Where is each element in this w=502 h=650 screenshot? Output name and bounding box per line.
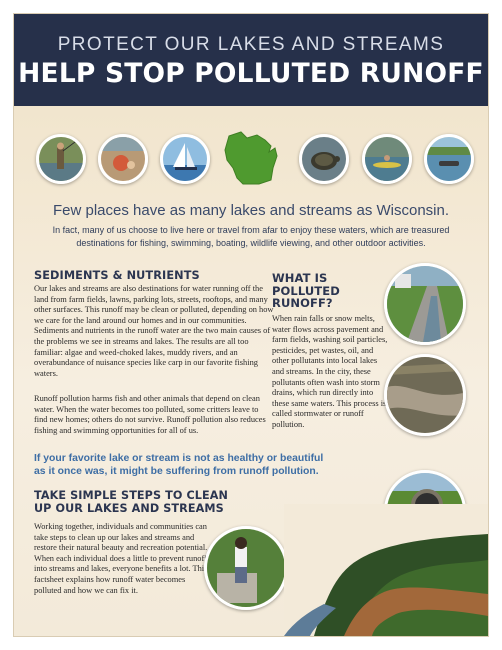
intro-body: In fact, many of us choose to live here or travel from afar to enjoy these waters, which are treasured destinations for fishing, swimming, boating, wildlife viewing, and other outdoor activities. bbox=[52, 225, 450, 248]
photo-kayaker bbox=[362, 134, 412, 184]
steps-heading: TAKE SIMPLE STEPS TO CLEAN UP OUR LAKES AND STREAMS bbox=[34, 489, 228, 515]
photo-street-runoff bbox=[384, 263, 466, 345]
sediments-para-1: Our lakes and streams are also destinations for water running off the land from farm fields, lawns, parking lots, streets, rooftops, and many other surfaces. This runoff may be clean or polluted, depending on how we care for the land around our homes and in our communities. Sediments and nutrients in the runoff water are the two main causes of the problems we see in streams and lakes. The results are all too familiar: algae and weed-choked lakes, muddy rivers, and an overabundance of nuisance species like carp in our favorite fishing waters. bbox=[34, 284, 274, 378]
runoff-heading: WHAT IS POLLUTED RUNOFF? bbox=[272, 271, 340, 310]
runoff-body: When rain falls or snow melts, water flows across pavement and farm fields, washing soil particles, pesticides, pet wastes, oil, and other pollutants into local lakes and streams. In the city, these pollutants often wash into storm drains, which run directly into these same waters. This process is called stormwater or runoff pollution. bbox=[272, 314, 388, 429]
aerial-river-photo bbox=[284, 504, 488, 636]
photo-volunteer-cleanup bbox=[204, 526, 288, 610]
banner-title: HELP STOP POLLUTED RUNOFF bbox=[18, 58, 484, 89]
banner-subtitle: PROTECT OUR LAKES AND STREAMS bbox=[57, 34, 445, 55]
photo-turtle bbox=[299, 134, 349, 184]
photo-fishing-angler bbox=[36, 134, 86, 184]
photo-muddy-stream bbox=[384, 354, 466, 436]
sediments-heading: SEDIMENTS & NUTRIENTS bbox=[34, 269, 200, 282]
factsheet-page bbox=[14, 14, 488, 636]
photo-motorboat bbox=[424, 134, 474, 184]
sediments-para-2: Runoff pollution harms fish and other animals that depend on clean water. When the water becomes too polluted, some critters leave to find new homes; others do not survive. Runoff pollution also reduces fishing and swimming opportunities for all of us. bbox=[34, 394, 266, 435]
wisconsin-map-icon bbox=[219, 128, 285, 188]
photo-beach-swimmers bbox=[98, 134, 148, 184]
steps-body: Working together, individuals and communities can take steps to clean up our lakes and streams and restore their natural beauty and recreation potential. When each individual does a little to prevent runoff into streams and lakes, everyone benefits a lot. This factsheet explains how runoff water becomes polluted and how we can fix it. bbox=[34, 522, 208, 595]
header-banner bbox=[14, 14, 488, 106]
photo-sailboat bbox=[160, 134, 210, 184]
intro-headline: Few places have as many lakes and streams as Wisconsin. bbox=[53, 202, 449, 219]
runoff-callout: If your favorite lake or stream is not as healthy or beautiful as it once was, it might be suffering from runoff pollution. bbox=[34, 453, 324, 477]
